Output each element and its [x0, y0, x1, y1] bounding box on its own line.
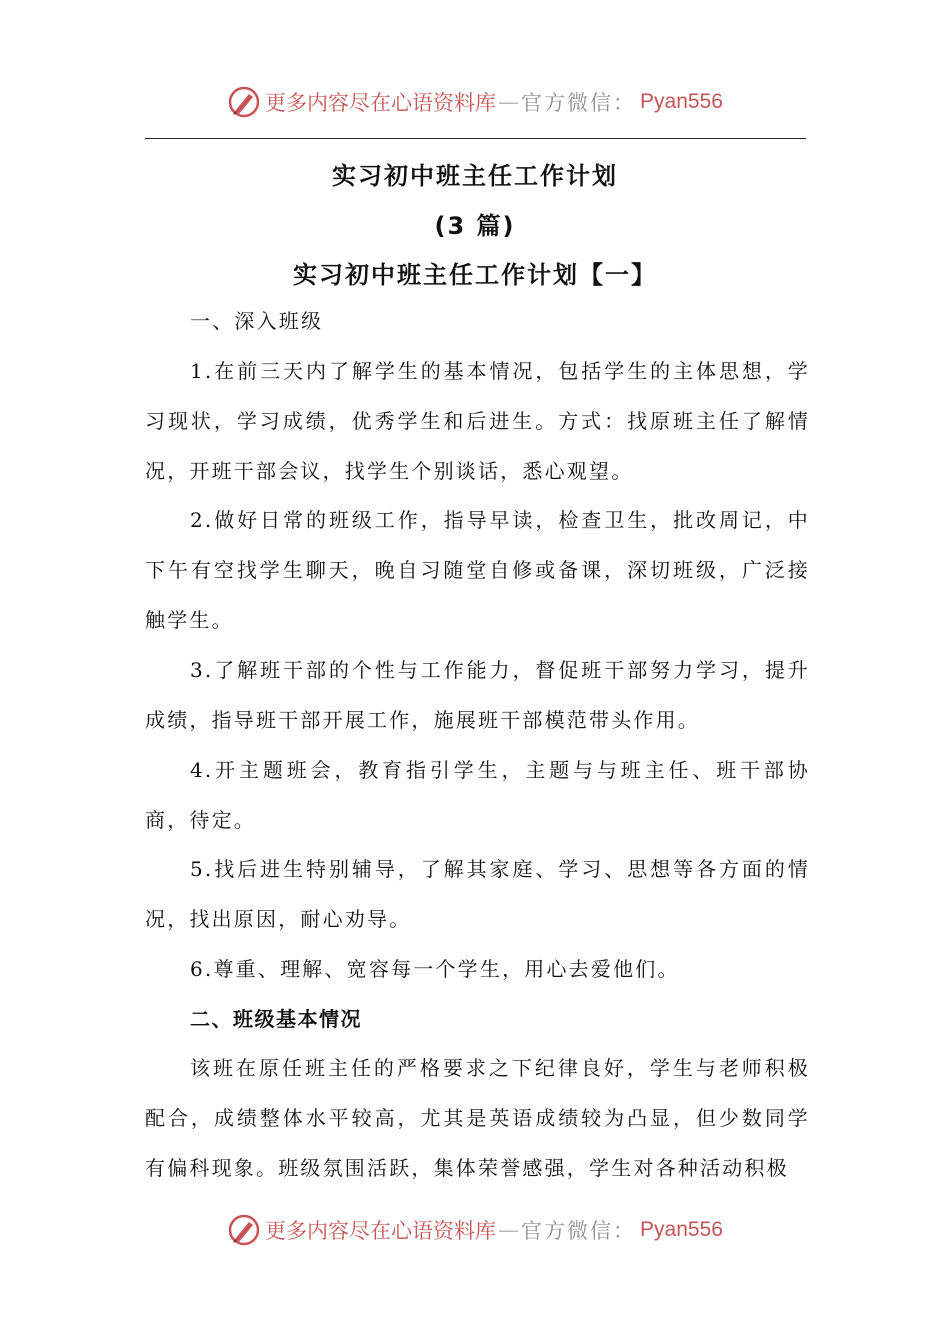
header-watermark [0, 82, 950, 122]
list-item: 6.尊重、理解、宽容每一个学生，用心去爱他们。 [190, 957, 680, 981]
document-title: 实习初中班主任工作计划 [332, 162, 618, 190]
watermark-wechat-id: Pyan556 [640, 90, 723, 113]
list-item: 3.了解班干部的个性与工作能力，督促班干部努力学习，提升成绩，指导班干部开展工作，施展班干部模范带头作用。 [145, 658, 810, 732]
pen-logo-icon [227, 1213, 261, 1247]
document-count: (3 篇) [434, 212, 516, 240]
watermark-wechat-id: Pyan556 [640, 1218, 723, 1241]
section1-heading: 一、深入班级 [190, 309, 324, 333]
list-item: 5.找后进生特别辅导，了解其家庭、学习、思想等各方面的情况，找出原因，耐心劝导。 [145, 857, 810, 931]
watermark-main-text: 更多内容尽在心语资料库 [265, 1219, 497, 1243]
pen-logo-icon [227, 85, 261, 119]
section2-heading: 二、班级基本情况 [190, 1007, 362, 1031]
watermark-dash: — [498, 90, 520, 114]
list-item: 2.做好日常的班级工作，指导早读，检查卫生，批改周记，中下午有空找学生聊天，晚自习随堂自修或备课，深切班级，广泛接触学生。 [145, 508, 810, 632]
watermark-wechat-label: 官方微信： [521, 91, 637, 115]
document-subtitle: 实习初中班主任工作计划【一】 [293, 261, 657, 289]
watermark-wechat-label: 官方微信： [521, 1219, 637, 1243]
list-item: 4.开主题班会，教育指引学生，主题与与班主任、班干部协商，待定。 [145, 758, 810, 832]
header-divider [145, 138, 806, 139]
section2-paragraph: 该班在原任班主任的严格要求之下纪律良好，学生与老师积极配合，成绩整体水平较高，尤其是英语成绩较为凸显，但少数同学有偏科现象。班级氛围活跃，集体荣誉感强，学生对各种活动积极 [145, 1056, 810, 1180]
watermark-dash: — [498, 1218, 520, 1242]
list-item: 1.在前三天内了解学生的基本情况，包括学生的主体思想，学习现状，学习成绩，优秀学生和后进生。方式：找原班主任了解情况，开班干部会议，找学生个别谈话，悉心观望。 [145, 359, 810, 483]
watermark-main-text: 更多内容尽在心语资料库 [265, 91, 497, 115]
footer-watermark [0, 1210, 950, 1250]
